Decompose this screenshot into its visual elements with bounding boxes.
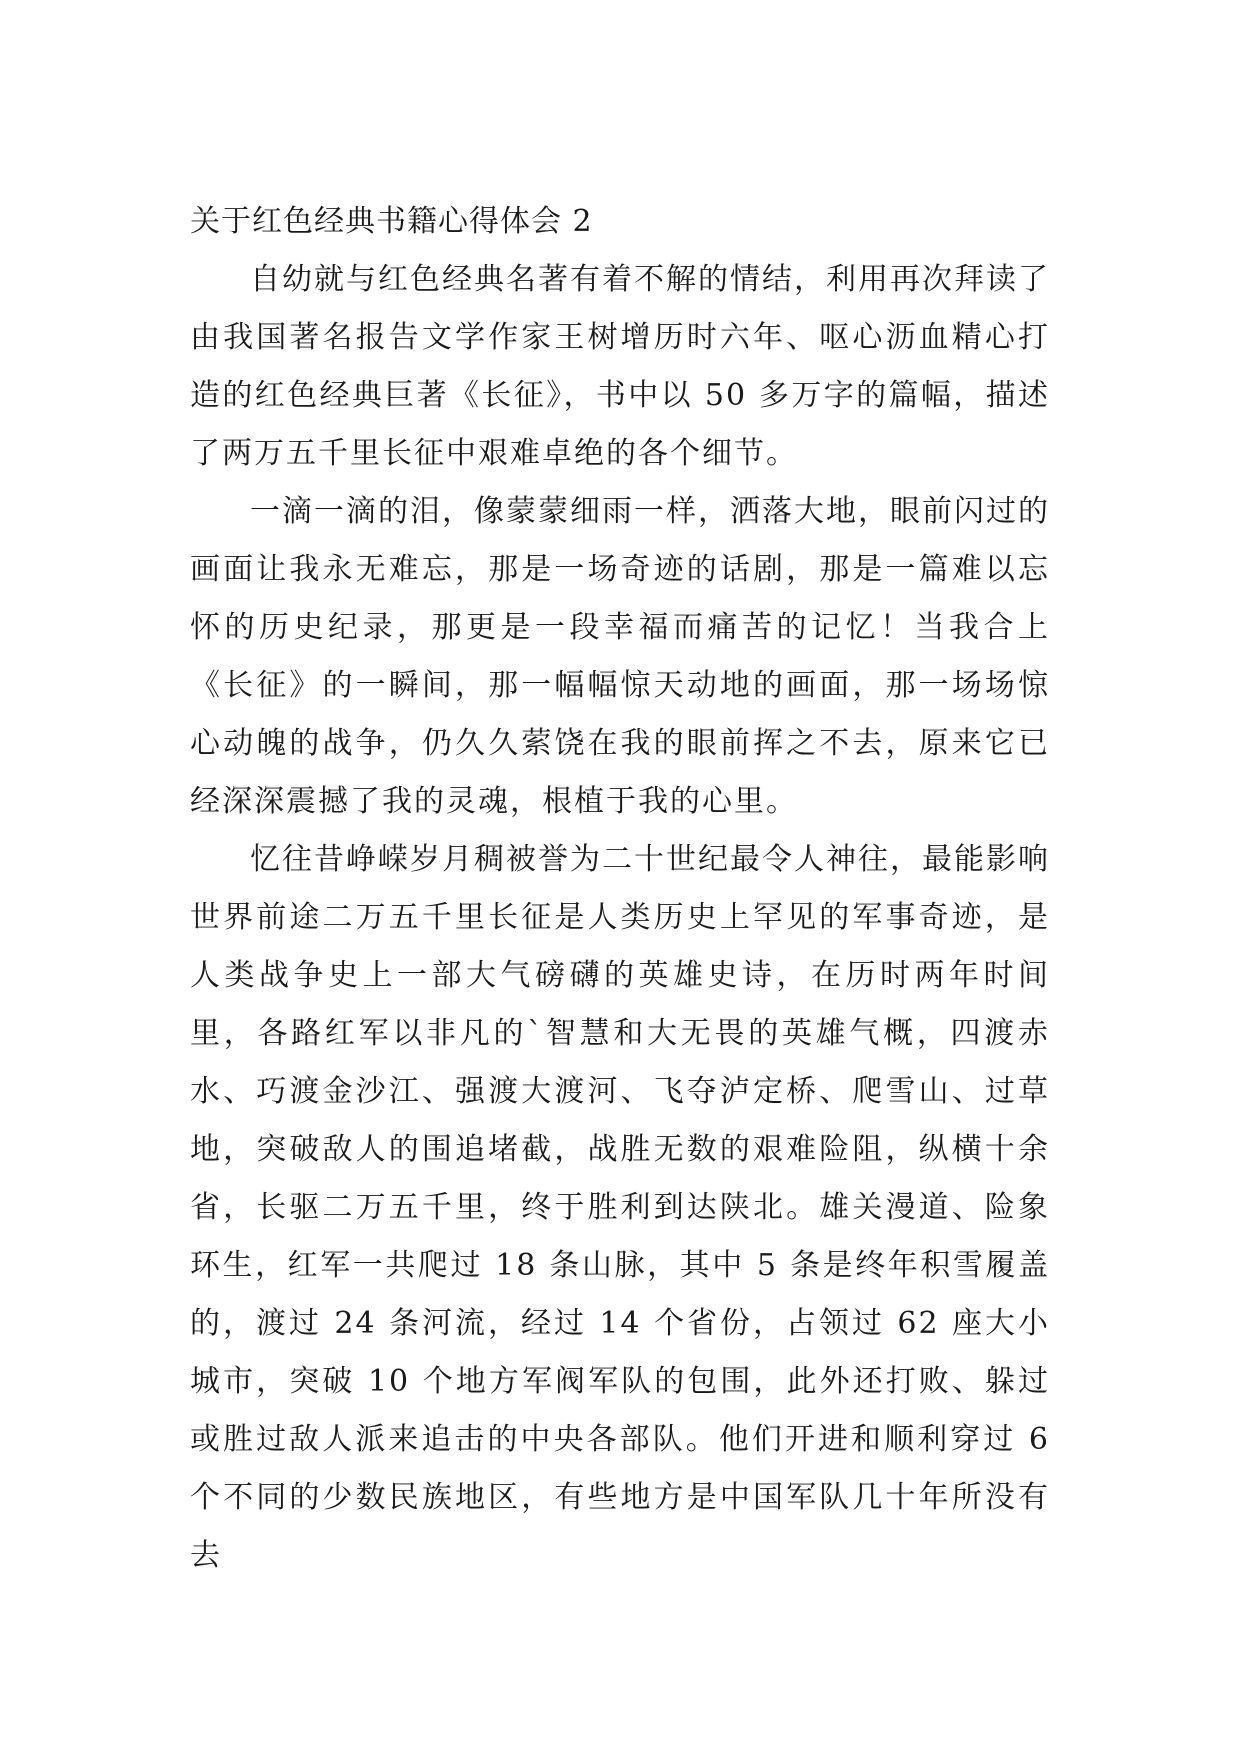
document-body — [190, 193, 1050, 1585]
paragraph-3: 忆往昔峥嵘岁月稠被誉为二十世纪最令人神往，最能影响世界前途二万五千里长征是人类历史上罕见的军事奇迹，是人类战争史上一部大气磅礴的英雄史诗，在历时两年时间里，各路红军以非凡的`智慧和大无畏的英雄气概，四渡赤水、巧渡金沙江、强渡大渡河、飞夺泸定桥、爬雪山、过草地，突破敌人的围追堵截，战胜无数的艰难险阻，纵横十余省，长驱二万五千里，终于胜利到达陕北。雄关漫道、险象环生，红军一共爬过 18 条山脉，其中 5 条是终年积雪履盖的，渡过 24 条河流，经过 14 个省份，占领过 62 座大小城市，突破 10 个地方军阀军队的包围，此外还打败、躲过或胜过敌人派来追击的中央各部队。他们开进和顺利穿过 6 个不同的少数民族地区，有些地方是中国军队几十年所没有去 — [190, 842, 1050, 1573]
document-title: 关于红色经典书籍心得体会 2 — [190, 204, 593, 239]
paragraph-2: 一滴一滴的泪，像蒙蒙细雨一样，洒落大地，眼前闪过的画面让我永无难忘，那是一场奇迹的话剧，那是一篇难以忘怀的历史纪录，那更是一段幸福而痛苦的记忆！当我合上《长征》的一瞬间，那一幅幅惊天动地的画面，那一场场惊心动魄的战争，仍久久萦饶在我的眼前挥之不去，原来它已经深深震撼了我的灵魂，根植于我的心里。 — [190, 494, 1050, 819]
paragraph-1: 自幼就与红色经典名著有着不解的情结，利用再次拜读了由我国著名报告文学作家王树增历时六年、呕心沥血精心打造的红色经典巨著《长征》，书中以 50 多万字的篇幅，描述了两万五千里长征中艰难卓绝的各个细节。 — [190, 262, 1050, 471]
